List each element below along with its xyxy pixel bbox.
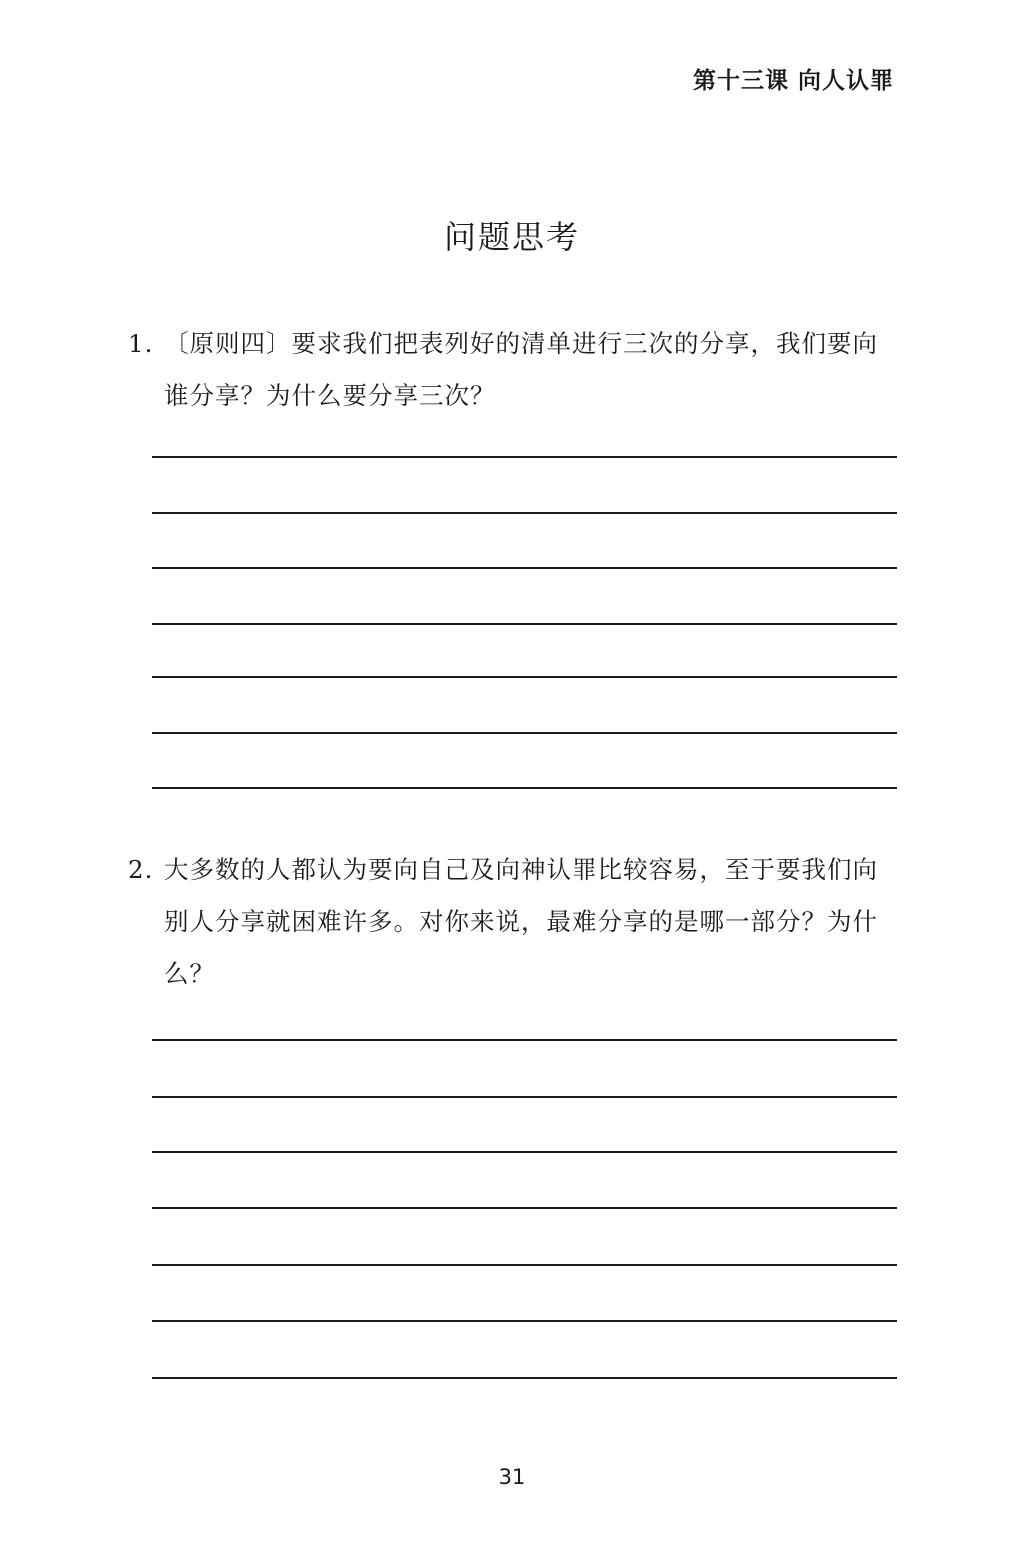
question-text: 谁分享？为什么要分享三次？ [164, 381, 496, 410]
answer-line[interactable] [152, 676, 897, 678]
answer-line[interactable] [152, 567, 897, 569]
running-header: 第十三课 向人认罪 [692, 68, 894, 94]
answer-line[interactable] [152, 1320, 897, 1322]
question-number: 1. [128, 329, 154, 358]
section-title: 问题思考 [443, 218, 580, 256]
question-text: 大多数的人都认为要向自己及向神认罪比较容易，至于要我们向 [164, 855, 878, 884]
answer-line[interactable] [152, 732, 897, 734]
page-number: 31 [498, 1465, 526, 1489]
answer-line[interactable] [152, 1207, 897, 1209]
question-text: 〔原则四〕要求我们把表列好的清单进行三次的分享，我们要向 [164, 329, 878, 358]
answer-line[interactable] [152, 787, 897, 789]
question-number: 2. [128, 855, 154, 884]
question-line [128, 318, 900, 370]
answer-line[interactable] [152, 456, 897, 458]
question-text: 别人分享就困难许多。对你来说，最难分享的是哪一部分？为什 [164, 907, 878, 936]
question-1 [128, 318, 900, 422]
answer-line[interactable] [152, 1377, 897, 1379]
question-2 [128, 844, 900, 1000]
question-line [128, 844, 900, 896]
answer-line[interactable] [152, 512, 897, 514]
answer-line[interactable] [152, 1264, 897, 1266]
answer-line[interactable] [152, 1096, 897, 1098]
answer-line[interactable] [152, 1151, 897, 1153]
answer-line[interactable] [152, 1039, 897, 1041]
question-text: 么？ [164, 959, 215, 988]
answer-line[interactable] [152, 623, 897, 625]
